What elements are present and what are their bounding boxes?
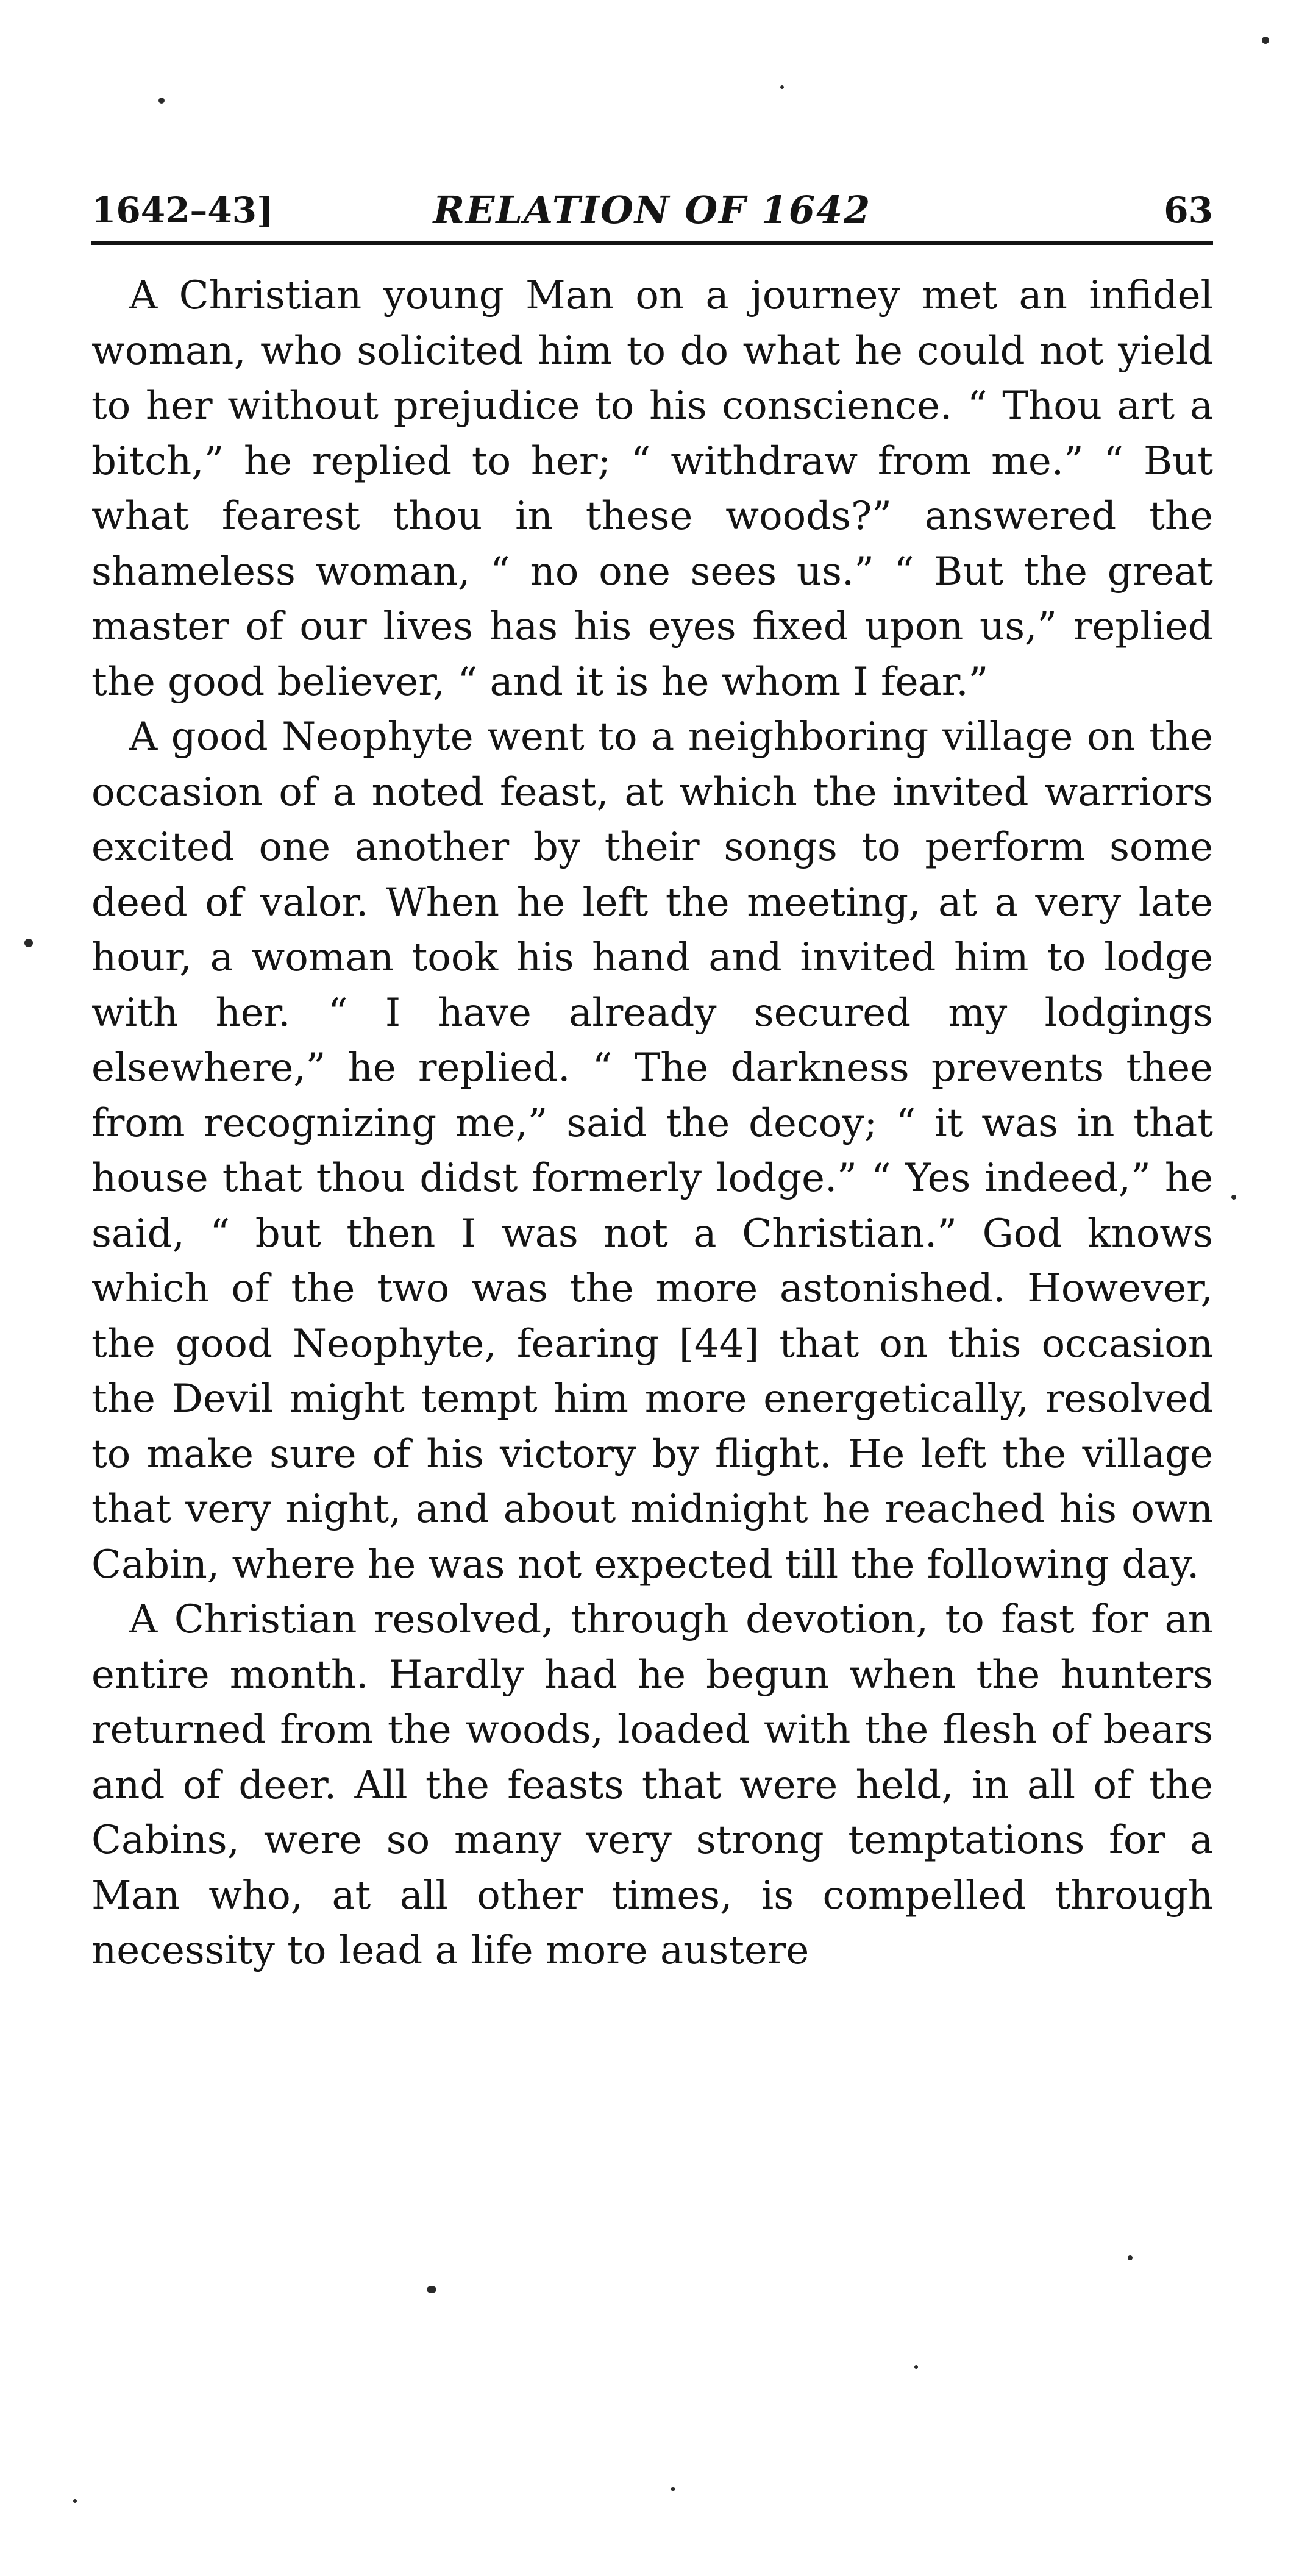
running-head-title: RELATION OF 1642 bbox=[433, 188, 872, 232]
paragraph-good-neophyte: A good Neophyte went to a neighboring village on the occasion of a noted feast, at which the invited warriors excited one another by their songs to perform some deed of valor. When he left the meeting, at a very late hour, a woman took his hand and invited him to lodge with her. “ I have already secured my lodgings elsewhere,” he replied. “ The darkness prevents thee from recognizing me,” said the decoy; “ it was in that house that thou didst formerly lodge.” “ Yes indeed,” he said, “ but then I was not a Christian.” God knows which of the two was the more astonished. However, the good Neophyte, fearing [44] that on this occasion the Devil might tempt him more energetically, resolved to make sure of his victory by flight. He left the village that very night, and about midnight he reached his own Cabin, where he was not expected till the following day. bbox=[91, 714, 1213, 1587]
running-head bbox=[91, 183, 1213, 238]
running-head-years: 1642–43] bbox=[91, 190, 274, 231]
page-number: 63 bbox=[1164, 190, 1213, 231]
paragraph-fasting-christian: A Christian resolved, through devotion, to fast for an entire month. Hardly had he begun when the hunters returned from the woods, loaded with the flesh of bears and of deer. All the feasts that were held, in all of the Cabins, were so many very strong temptations for a Man who, at all other times, is compelled through necessity to lead a life more austere bbox=[91, 1597, 1213, 1973]
book-page bbox=[91, 0, 1213, 2576]
paragraph-christian-young-man: A Christian young Man on a journey met an infidel woman, who solicited him to do what he could not yield to her without prejudice to his conscience. “ Thou art a bitch,” he replied to her; “ withdraw from me.” “ But what fearest thou in these woods?” answered the shameless woman, “ no one sees us.” “ But the great master of our lives has his eyes fixed upon us,” replied the good believer, “ and it is he whom I fear.” bbox=[91, 273, 1213, 705]
header-rule bbox=[91, 241, 1213, 245]
body-text bbox=[91, 268, 1213, 1979]
